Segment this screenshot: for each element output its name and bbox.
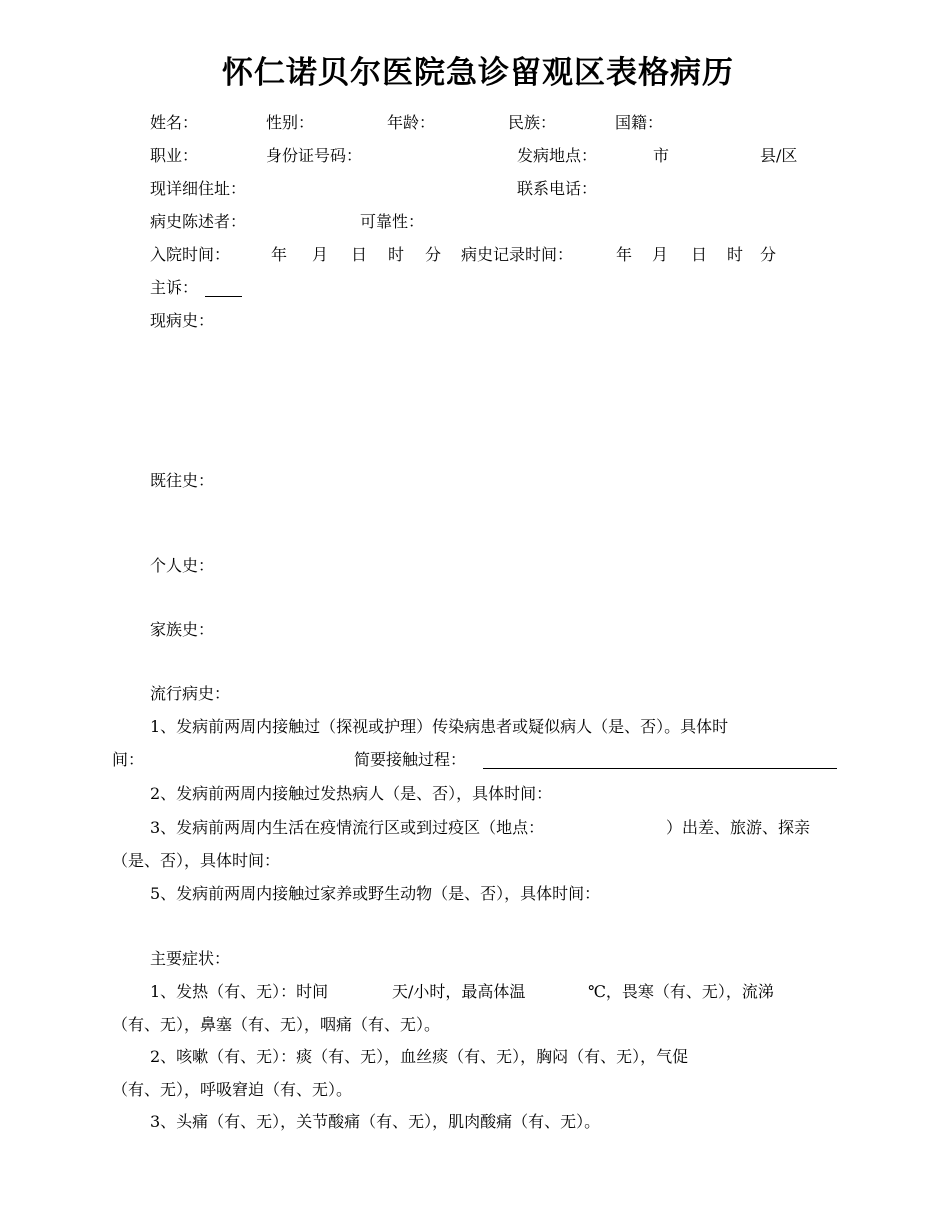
admission-month: 月 <box>312 245 329 264</box>
label-name: 姓名： <box>150 113 199 132</box>
label-id-number: 身份证号码： <box>266 146 363 165</box>
record-year: 年 <box>616 245 633 264</box>
symptom-2-line-2: （有、无），呼吸窘迫（有、无）。 <box>112 1080 353 1099</box>
symptom-1-line-1c: ℃，畏寒（有、无），流涕 <box>588 982 774 1001</box>
contact-process-blank <box>483 768 837 769</box>
section-symptoms: 主要症状： <box>150 949 231 968</box>
epi-item-2: 2、发病前两周内接触过发热病人（是、否），具体时间： <box>150 784 553 803</box>
label-occupation: 职业： <box>150 146 199 165</box>
label-city: 市 <box>653 146 670 165</box>
admission-hour: 时 <box>388 245 405 264</box>
chief-complaint-blank <box>205 296 242 297</box>
admission-day: 日 <box>351 245 368 264</box>
label-nationality: 国籍： <box>615 113 664 132</box>
label-phone: 联系电话： <box>517 179 598 198</box>
epi-item-1-line-1: 1、发病前两周内接触过（探视或护理）传染病患者或疑似病人（是、否）。具体时 <box>150 717 729 736</box>
symptom-1-line-1b: 天/小时，最高体温 <box>392 982 526 1001</box>
admission-year: 年 <box>271 245 288 264</box>
label-gender: 性别： <box>266 113 315 132</box>
section-epidemiology: 流行病史： <box>150 684 231 703</box>
label-reliability: 可靠性： <box>360 212 425 231</box>
symptom-1-line-1a: 1、发热（有、无）：时间 <box>150 982 329 1001</box>
epi-item-1-line-2a: 间： <box>112 750 145 769</box>
record-day: 日 <box>691 245 708 264</box>
page-title: 怀仁诺贝尔医院急诊留观区表格病历 <box>222 55 734 91</box>
symptom-2-line-1: 2、咳嗽（有、无）：痰（有、无），血丝痰（有、无），胸闷（有、无），气促 <box>150 1047 689 1066</box>
label-admission-time: 入院时间： <box>150 245 231 264</box>
label-address: 现详细住址： <box>150 179 247 198</box>
record-month: 月 <box>652 245 669 264</box>
label-ethnicity: 民族： <box>508 113 557 132</box>
epi-item-5: 5、发病前两周内接触过家养或野生动物（是、否），具体时间： <box>150 884 601 903</box>
epi-item-3-line-2: （是、否），具体时间： <box>112 851 281 870</box>
record-minute: 分 <box>760 245 777 264</box>
record-hour: 时 <box>727 245 744 264</box>
admission-minute: 分 <box>425 245 442 264</box>
label-onset-location: 发病地点： <box>517 146 598 165</box>
label-age: 年龄： <box>387 113 436 132</box>
label-record-time: 病史记录时间： <box>461 245 574 264</box>
section-past-history: 既往史： <box>150 471 215 490</box>
epi-item-3-line-1b: ）出差、旅游、探亲 <box>666 818 811 837</box>
label-county: 县/区 <box>760 146 798 165</box>
label-historian: 病史陈述者： <box>150 212 247 231</box>
epi-item-3-line-1a: 3、发病前两周内生活在疫情流行区或到过疫区（地点： <box>150 818 545 837</box>
section-family-history: 家族史： <box>150 620 215 639</box>
section-present-illness: 现病史： <box>150 311 215 330</box>
section-chief-complaint: 主诉： <box>150 278 199 297</box>
symptom-1-line-2: （有、无），鼻塞（有、无），咽痛（有、无）。 <box>112 1015 441 1034</box>
section-personal-history: 个人史： <box>150 556 215 575</box>
epi-item-1-line-2b: 简要接触过程： <box>354 750 467 769</box>
symptom-3: 3、头痛（有、无），关节酸痛（有、无），肌肉酸痛（有、无）。 <box>150 1112 601 1131</box>
